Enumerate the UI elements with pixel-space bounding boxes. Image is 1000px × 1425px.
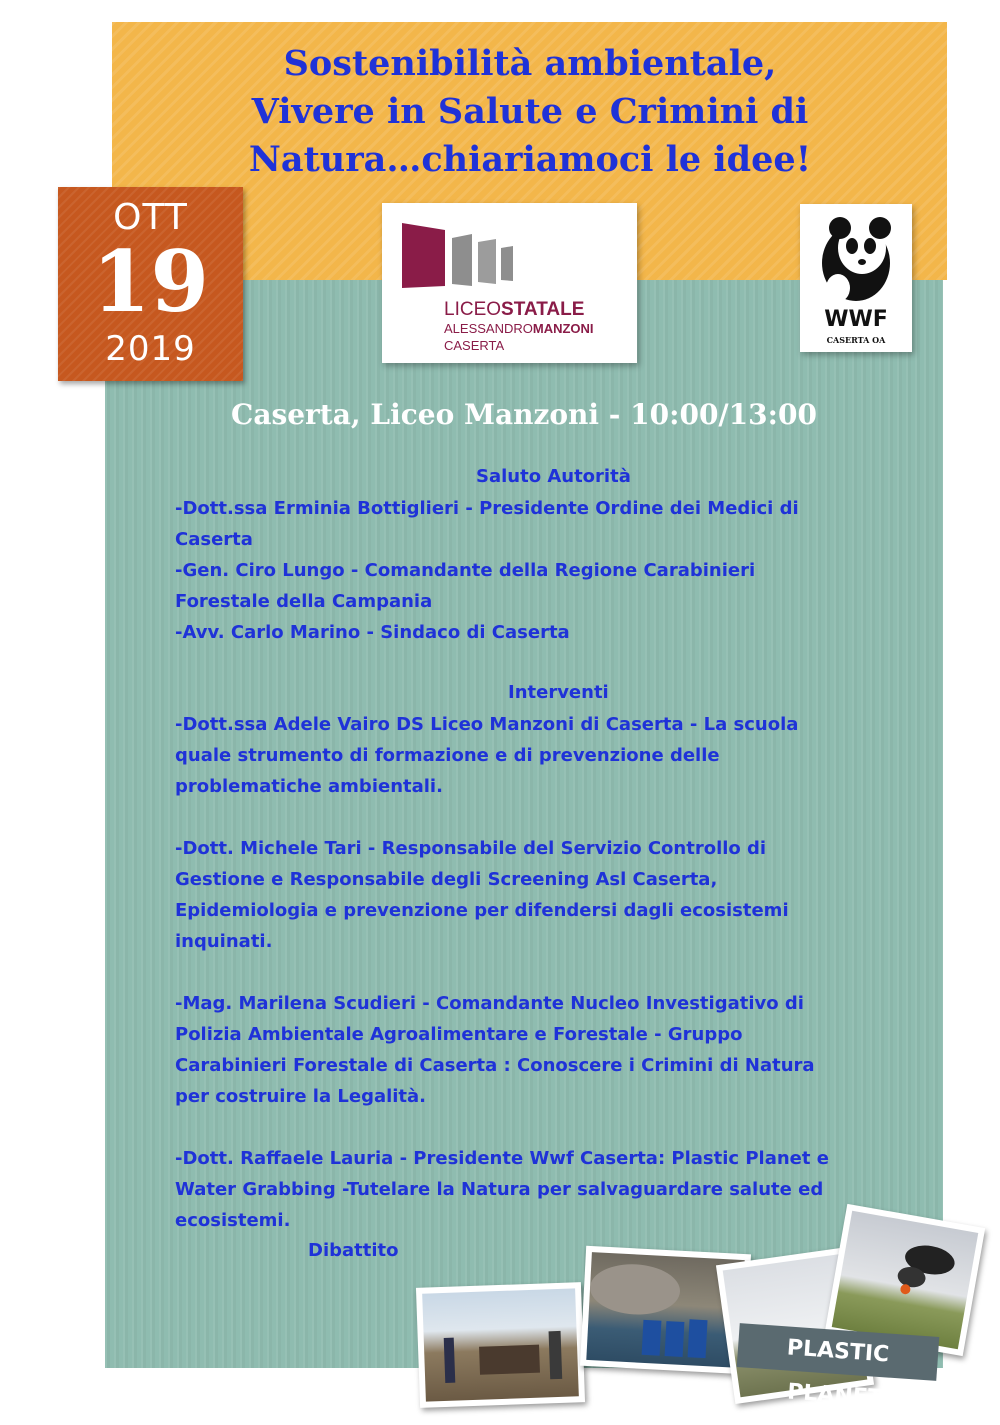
- interventi-line: Polizia Ambientale Agroalimentare e Forestale - Gruppo: [175, 1024, 743, 1045]
- liceo-city: CASERTA: [444, 338, 505, 353]
- plastic-planet-label: PLASTIC PLANET: [737, 1323, 940, 1381]
- interventi-line: Gestione e Responsabile degli Screening Asl Caserta,: [175, 869, 718, 890]
- saluto-line: Forestale della Campania: [175, 591, 433, 612]
- interventi-line: problematiche ambientali.: [175, 776, 443, 797]
- date-day: 19: [92, 232, 209, 331]
- interventi-line: -Dott. Michele Tari - Responsabile del Servizio Controllo di: [175, 838, 767, 859]
- saluto-list: [175, 493, 799, 648]
- interventi-line: [175, 957, 829, 988]
- interventi-line: [175, 1112, 829, 1143]
- interventi-line: ecosistemi.: [175, 1210, 291, 1231]
- interventi-line: quale strumento di formazione e di prevenzione delle: [175, 745, 720, 766]
- interventi-line: Water Grabbing -Tutelare la Natura per salvaguardare salute ed: [175, 1179, 824, 1200]
- interventi-line: inquinati.: [175, 931, 273, 952]
- wwf-name: WWF: [824, 307, 888, 332]
- saluto-line: -Gen. Ciro Lungo - Comandante della Regione Carabinieri: [175, 560, 756, 581]
- saluto-line: Caserta: [175, 529, 253, 550]
- date-year: 2019: [105, 329, 196, 369]
- title-line-2: Vivere in Salute e Crimini di: [251, 91, 809, 132]
- interventi-line: Carabinieri Forestale di Caserta : Conoscere i Crimini di Natura: [175, 1055, 815, 1076]
- panda-icon: [800, 208, 912, 308]
- wwf-logo: [800, 204, 912, 352]
- title-line-1: Sostenibilità ambientale,: [283, 43, 777, 84]
- interventi-line: -Dott. Raffaele Lauria - Presidente Wwf Caserta: Plastic Planet e: [175, 1148, 829, 1169]
- interventi-line: per costruire la Legalità.: [175, 1086, 427, 1107]
- saluto-line: -Dott.ssa Erminia Bottiglieri - Presidente Ordine dei Medici di: [175, 498, 799, 519]
- photo-burned-car: [416, 1282, 585, 1408]
- interventi-line: -Dott.ssa Adele Vairo DS Liceo Manzoni di Caserta - La scuola: [175, 714, 799, 735]
- liceo-logo: [382, 203, 637, 363]
- wwf-subtitle: CASERTA OA: [826, 335, 886, 345]
- title-line-3: Natura…chiariamoci le idee!: [248, 139, 812, 180]
- poster-title: [150, 40, 910, 184]
- interventi-line: [175, 802, 829, 833]
- date-badge: [58, 187, 243, 381]
- interventi-heading: Interventi: [508, 682, 609, 703]
- liceo-emblem-icon: [397, 218, 527, 293]
- date-month: OTT: [113, 197, 188, 238]
- interventi-line: -Mag. Marilena Scudieri - Comandante Nucleo Investigativo di: [175, 993, 804, 1014]
- saluto-heading: Saluto Autorità: [476, 466, 631, 487]
- liceo-name: LICEOSTATALE: [444, 299, 585, 320]
- dibattito-label: Dibattito: [308, 1240, 399, 1261]
- interventi-list: [175, 709, 829, 1236]
- event-location-time: Caserta, Liceo Manzoni - 10:00/13:00: [231, 398, 817, 431]
- interventi-line: Epidemiologia e prevenzione per difendersi dagli ecosistemi: [175, 900, 789, 921]
- liceo-subtitle: ALESSANDROMANZONI: [444, 321, 594, 336]
- saluto-line: -Avv. Carlo Marino - Sindaco di Caserta: [175, 622, 570, 643]
